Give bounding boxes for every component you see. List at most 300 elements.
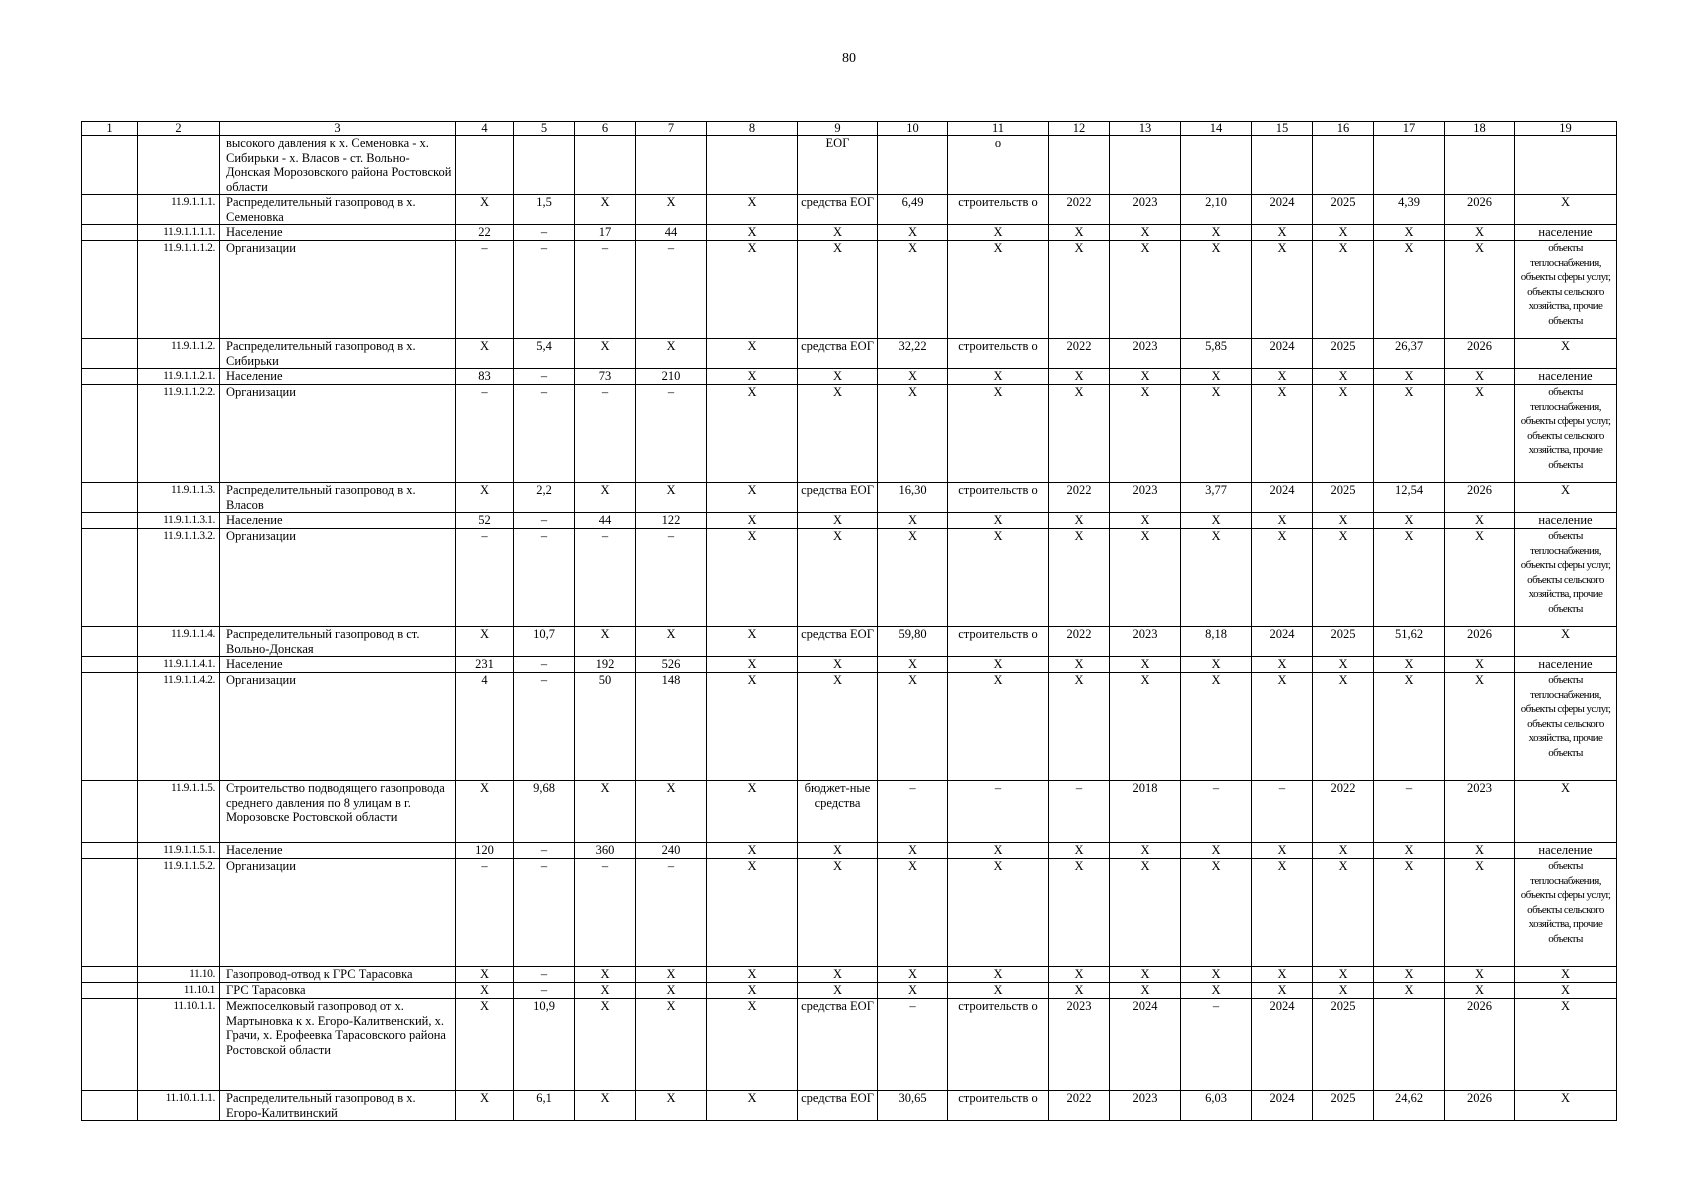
table-row <box>82 673 1617 781</box>
table-cell: высокого давления к х. Семеновка - х. Сибирьки - х. Власов - ст. Вольно-Донская Морозовского района Ростовской области <box>220 136 456 195</box>
table-cell: 2026 <box>1445 999 1515 1091</box>
table-cell: X <box>575 983 636 999</box>
table-cell: X <box>1374 241 1445 339</box>
table-cell: X <box>1374 529 1445 627</box>
table-cell: X <box>1252 657 1313 673</box>
table-cell: X <box>636 967 707 983</box>
table-cell: Распределительный газопровод в х. Егоро-Калитвинский <box>220 1091 456 1121</box>
table-cell: X <box>1110 843 1181 859</box>
table-cell: 59,80 <box>878 627 948 657</box>
table-cell: 2023 <box>1049 999 1110 1091</box>
table-cell: X <box>1049 657 1110 673</box>
table-cell <box>1181 136 1252 195</box>
table-cell: Распределительный газопровод в х. Власов <box>220 483 456 513</box>
table-cell: X <box>948 657 1049 673</box>
table-cell: Газопровод-отвод к ГРС Тарасовка <box>220 967 456 983</box>
table-cell: X <box>1374 513 1445 529</box>
table-cell: 24,62 <box>1374 1091 1445 1121</box>
table-cell: 44 <box>575 513 636 529</box>
table-cell: X <box>1515 195 1617 225</box>
table-cell: – <box>456 859 514 967</box>
table-cell: X <box>1181 859 1252 967</box>
table-row <box>82 385 1617 483</box>
column-header: 6 <box>575 122 636 136</box>
table-cell: – <box>514 225 575 241</box>
table-row <box>82 627 1617 657</box>
table-cell: 16,30 <box>878 483 948 513</box>
column-header: 5 <box>514 122 575 136</box>
table-cell: X <box>456 1091 514 1121</box>
table-cell: X <box>948 859 1049 967</box>
table-cell: средства ЕОГ <box>798 195 878 225</box>
table-cell: X <box>1313 673 1374 781</box>
table-cell: X <box>707 483 798 513</box>
table-cell: 2026 <box>1445 627 1515 657</box>
table-cell: 22 <box>456 225 514 241</box>
table-cell: X <box>1252 983 1313 999</box>
table-cell: 2023 <box>1110 339 1181 369</box>
table-cell: Распределительный газопровод в х. Сибирьки <box>220 339 456 369</box>
table-cell: строительств о <box>948 627 1049 657</box>
table-cell: X <box>1049 859 1110 967</box>
table-cell: X <box>575 483 636 513</box>
table-cell: X <box>1374 983 1445 999</box>
table-cell: 2025 <box>1313 339 1374 369</box>
table-cell: X <box>1313 369 1374 385</box>
table-cell <box>82 999 138 1091</box>
table-cell <box>82 967 138 983</box>
table-cell: X <box>948 385 1049 483</box>
table-cell: 44 <box>636 225 707 241</box>
table-cell <box>1374 136 1445 195</box>
table-cell: 2024 <box>1252 627 1313 657</box>
table-cell: X <box>707 627 798 657</box>
table-cell: X <box>878 241 948 339</box>
column-header: 14 <box>1181 122 1252 136</box>
table-cell <box>82 339 138 369</box>
table-cell: 11.9.1.1.4.2. <box>138 673 220 781</box>
table-cell: X <box>636 1091 707 1121</box>
table-cell: X <box>1252 385 1313 483</box>
table-cell: население <box>1515 225 1617 241</box>
table-cell: 2025 <box>1313 1091 1374 1121</box>
table-cell: X <box>707 369 798 385</box>
table-cell: X <box>456 983 514 999</box>
table-cell: X <box>798 513 878 529</box>
table-cell: строительств о <box>948 483 1049 513</box>
table-cell: X <box>1515 1091 1617 1121</box>
table-cell: X <box>1445 225 1515 241</box>
table-cell: X <box>798 385 878 483</box>
column-header: 13 <box>1110 122 1181 136</box>
table-row <box>82 195 1617 225</box>
table-cell: 11.9.1.1.5. <box>138 781 220 843</box>
table-cell: 83 <box>456 369 514 385</box>
table-cell: – <box>514 513 575 529</box>
table-cell: – <box>1049 781 1110 843</box>
table-cell: X <box>1445 657 1515 673</box>
table-cell: X <box>1445 967 1515 983</box>
table-cell: X <box>878 983 948 999</box>
table-cell <box>82 385 138 483</box>
table-cell: – <box>948 781 1049 843</box>
table-cell: X <box>636 781 707 843</box>
table-cell: X <box>1313 983 1374 999</box>
table-cell: 11.9.1.1.1.2. <box>138 241 220 339</box>
table-cell: объекты теплоснабжения, объекты сферы услуг, объекты сельского хозяйства, прочие объекты <box>1515 241 1617 339</box>
table-cell: 122 <box>636 513 707 529</box>
table-row <box>82 983 1617 999</box>
table-cell: 2022 <box>1049 339 1110 369</box>
table-cell: X <box>1445 241 1515 339</box>
table-cell: X <box>1110 673 1181 781</box>
table-cell: 52 <box>456 513 514 529</box>
table-cell: 50 <box>575 673 636 781</box>
table-cell: X <box>575 195 636 225</box>
table-row <box>82 225 1617 241</box>
table-cell: объекты теплоснабжения, объекты сферы услуг, объекты сельского хозяйства, прочие объекты <box>1515 859 1617 967</box>
table-cell: X <box>878 529 948 627</box>
table-cell: X <box>1445 983 1515 999</box>
table-cell: X <box>1313 241 1374 339</box>
table-cell: X <box>798 241 878 339</box>
table-cell: Население <box>220 369 456 385</box>
table-cell: X <box>1374 859 1445 967</box>
table-cell: X <box>798 967 878 983</box>
table-cell: 240 <box>636 843 707 859</box>
table-row <box>82 843 1617 859</box>
table-cell: – <box>514 843 575 859</box>
table-cell <box>878 136 948 195</box>
table-cell: 2024 <box>1110 999 1181 1091</box>
table-row <box>82 859 1617 967</box>
table-cell <box>456 136 514 195</box>
table-cell <box>138 136 220 195</box>
table-cell <box>82 483 138 513</box>
table-cell: X <box>1252 369 1313 385</box>
table-cell: X <box>1110 983 1181 999</box>
table-cell <box>1110 136 1181 195</box>
table-cell: X <box>878 859 948 967</box>
table-cell: X <box>878 673 948 781</box>
table-cell: X <box>1110 513 1181 529</box>
table-cell: X <box>1313 529 1374 627</box>
table-cell: X <box>636 999 707 1091</box>
table-cell: Распределительный газопровод в ст. Вольно-Донская <box>220 627 456 657</box>
table-cell <box>82 369 138 385</box>
table-cell: X <box>1445 859 1515 967</box>
table-cell <box>82 781 138 843</box>
table-cell: X <box>707 225 798 241</box>
column-header: 8 <box>707 122 798 136</box>
table-cell <box>1374 999 1445 1091</box>
table-cell: X <box>948 967 1049 983</box>
table-cell: – <box>575 529 636 627</box>
table-cell: X <box>948 513 1049 529</box>
table-cell: – <box>456 529 514 627</box>
table-cell: X <box>575 967 636 983</box>
table-cell <box>707 136 798 195</box>
table-cell: X <box>1181 369 1252 385</box>
table-cell: Население <box>220 513 456 529</box>
table-cell: X <box>707 195 798 225</box>
table-cell: 11.9.1.1.4. <box>138 627 220 657</box>
table-cell: Распределительный газопровод в х. Семеновка <box>220 195 456 225</box>
table-cell: – <box>878 781 948 843</box>
table-cell: X <box>1181 529 1252 627</box>
table-cell: 4 <box>456 673 514 781</box>
table-cell: 32,22 <box>878 339 948 369</box>
table-cell: 360 <box>575 843 636 859</box>
table-cell: X <box>948 529 1049 627</box>
table-cell: – <box>636 859 707 967</box>
table-cell: Организации <box>220 859 456 967</box>
table-cell: – <box>456 385 514 483</box>
table-cell: 12,54 <box>1374 483 1445 513</box>
table-cell <box>82 673 138 781</box>
table-cell: X <box>1049 369 1110 385</box>
table-cell <box>636 136 707 195</box>
column-header: 19 <box>1515 122 1617 136</box>
table-cell: X <box>707 967 798 983</box>
table-cell: – <box>514 983 575 999</box>
table-row <box>82 781 1617 843</box>
table-cell: – <box>1252 781 1313 843</box>
table-row <box>82 657 1617 673</box>
table-cell: 120 <box>456 843 514 859</box>
table-cell: X <box>1374 967 1445 983</box>
table-cell: X <box>1049 673 1110 781</box>
table-cell: 11.9.1.1.2.2. <box>138 385 220 483</box>
table-row <box>82 967 1617 983</box>
table-cell <box>82 136 138 195</box>
table-cell: средства ЕОГ <box>798 1091 878 1121</box>
table-cell: X <box>707 339 798 369</box>
table-cell: X <box>575 999 636 1091</box>
column-header: 7 <box>636 122 707 136</box>
table-cell: X <box>798 657 878 673</box>
table-cell: население <box>1515 369 1617 385</box>
table-cell: – <box>878 999 948 1091</box>
table-cell: 148 <box>636 673 707 781</box>
table-cell: 11.9.1.1.3. <box>138 483 220 513</box>
table-cell: X <box>1374 657 1445 673</box>
table-cell: 11.10.1.1. <box>138 999 220 1091</box>
table-cell: Организации <box>220 385 456 483</box>
table-cell: Организации <box>220 529 456 627</box>
table-cell: X <box>878 657 948 673</box>
table-cell: X <box>1252 529 1313 627</box>
table-cell: X <box>1049 983 1110 999</box>
table-cell <box>82 195 138 225</box>
table-cell: X <box>1110 385 1181 483</box>
column-header: 11 <box>948 122 1049 136</box>
table-cell: X <box>1049 513 1110 529</box>
table-cell: X <box>456 967 514 983</box>
table-cell: 2024 <box>1252 999 1313 1091</box>
table-cell: X <box>948 673 1049 781</box>
table-cell: 11.9.1.1.3.1. <box>138 513 220 529</box>
table-row <box>82 999 1617 1091</box>
table-cell: Население <box>220 843 456 859</box>
table-cell: X <box>798 369 878 385</box>
table-cell: 2018 <box>1110 781 1181 843</box>
table-cell: X <box>798 859 878 967</box>
page-number: 80 <box>842 51 856 66</box>
table-cell: – <box>1374 781 1445 843</box>
table-cell: 231 <box>456 657 514 673</box>
table-cell: 51,62 <box>1374 627 1445 657</box>
table-cell <box>514 136 575 195</box>
table-cell: X <box>575 1091 636 1121</box>
table-cell: X <box>878 369 948 385</box>
table-cell: X <box>1252 673 1313 781</box>
table-cell: 11.9.1.1.5.1. <box>138 843 220 859</box>
table-cell: X <box>707 657 798 673</box>
table-cell: ЕОГ <box>798 136 878 195</box>
table-cell: X <box>1252 225 1313 241</box>
table-cell: X <box>1110 241 1181 339</box>
table-cell: 2025 <box>1313 195 1374 225</box>
table-cell: X <box>1374 843 1445 859</box>
table-cell: 2026 <box>1445 339 1515 369</box>
table-cell: X <box>1445 385 1515 483</box>
table-cell: X <box>707 513 798 529</box>
table-cell: – <box>575 859 636 967</box>
table-cell: X <box>878 225 948 241</box>
table-cell: 2025 <box>1313 627 1374 657</box>
table-cell: X <box>1181 967 1252 983</box>
table-cell <box>1515 136 1617 195</box>
table-cell: 11.9.1.1.2.1. <box>138 369 220 385</box>
table-cell: X <box>1252 513 1313 529</box>
table-cell: X <box>707 781 798 843</box>
table-cell: X <box>707 673 798 781</box>
table-cell: строительств о <box>948 195 1049 225</box>
table-cell: 6,03 <box>1181 1091 1252 1121</box>
table-cell: 11.10.1 <box>138 983 220 999</box>
table-cell: X <box>707 983 798 999</box>
table-cell: X <box>1049 241 1110 339</box>
table-cell: 2024 <box>1252 339 1313 369</box>
table-row <box>82 369 1617 385</box>
table-cell: средства ЕОГ <box>798 339 878 369</box>
table-cell: 4,39 <box>1374 195 1445 225</box>
column-header: 12 <box>1049 122 1110 136</box>
table-cell: 2025 <box>1313 483 1374 513</box>
table-cell: 526 <box>636 657 707 673</box>
table-cell: – <box>575 385 636 483</box>
table-cell: X <box>707 843 798 859</box>
table-cell: – <box>636 385 707 483</box>
table-cell: – <box>514 673 575 781</box>
table-cell: 5,4 <box>514 339 575 369</box>
table-cell <box>82 1091 138 1121</box>
table-cell: строительств о <box>948 1091 1049 1121</box>
table-cell: 1,5 <box>514 195 575 225</box>
table-cell: X <box>636 195 707 225</box>
column-header: 17 <box>1374 122 1445 136</box>
table-cell: X <box>878 843 948 859</box>
table-cell: 8,18 <box>1181 627 1252 657</box>
table-cell: X <box>948 241 1049 339</box>
table-cell: X <box>636 483 707 513</box>
table-cell: X <box>1181 385 1252 483</box>
table-cell <box>82 859 138 967</box>
table-cell: X <box>1515 983 1617 999</box>
table-cell: X <box>1252 241 1313 339</box>
table-row <box>82 483 1617 513</box>
table-cell: X <box>878 385 948 483</box>
table-cell: X <box>1313 859 1374 967</box>
table-cell: 30,65 <box>878 1091 948 1121</box>
table-cell: население <box>1515 657 1617 673</box>
table-cell: X <box>636 983 707 999</box>
table-cell: 11.9.1.1.4.1. <box>138 657 220 673</box>
table-cell: Межпоселковый газопровод от х. Мартыновка к х. Егоро-Калитвенский, х. Грачи, х. Ерофеевка Тарасовского района Ростовской области <box>220 999 456 1091</box>
table-cell: 210 <box>636 369 707 385</box>
table-cell: – <box>514 967 575 983</box>
table-cell: X <box>1110 859 1181 967</box>
table-cell: X <box>575 339 636 369</box>
table-cell <box>82 657 138 673</box>
table-cell: 11.9.1.1.5.2. <box>138 859 220 967</box>
table-cell: 17 <box>575 225 636 241</box>
table-cell: X <box>1110 369 1181 385</box>
table-cell <box>1049 136 1110 195</box>
table-cell: X <box>1252 859 1313 967</box>
table-cell: X <box>1374 225 1445 241</box>
table-cell: 2026 <box>1445 1091 1515 1121</box>
column-header: 3 <box>220 122 456 136</box>
table-cell: ГРС Тарасовка <box>220 983 456 999</box>
table-cell: 2023 <box>1445 781 1515 843</box>
table-cell: Население <box>220 225 456 241</box>
table-cell: средства ЕОГ <box>798 483 878 513</box>
table-cell: X <box>1313 967 1374 983</box>
table-row <box>82 513 1617 529</box>
table-cell: X <box>1374 369 1445 385</box>
table-cell: Строительство подводящего газопровода среднего давления по 8 улицам в г. Морозовске Ростовской области <box>220 781 456 843</box>
table-cell: X <box>1110 529 1181 627</box>
table-cell <box>82 843 138 859</box>
table-cell: X <box>948 369 1049 385</box>
table-cell: бюджет-ные средства <box>798 781 878 843</box>
table-cell: X <box>1252 967 1313 983</box>
table-cell: X <box>1445 673 1515 781</box>
table-cell: X <box>1445 529 1515 627</box>
table-cell: X <box>456 339 514 369</box>
table-cell: X <box>1252 843 1313 859</box>
table-cell: 11.9.1.1.1. <box>138 195 220 225</box>
table-cell <box>575 136 636 195</box>
table-row <box>82 339 1617 369</box>
table-cell: 2022 <box>1049 483 1110 513</box>
column-header: 15 <box>1252 122 1313 136</box>
table-cell: X <box>1181 513 1252 529</box>
table-cell: о <box>948 136 1049 195</box>
table-cell: 11.9.1.1.3.2. <box>138 529 220 627</box>
table-cell: X <box>707 1091 798 1121</box>
table-cell: X <box>948 225 1049 241</box>
table-cell: X <box>575 781 636 843</box>
table-cell: X <box>707 529 798 627</box>
table-cell: 2023 <box>1110 627 1181 657</box>
table-cell <box>1445 136 1515 195</box>
table-cell: X <box>1313 513 1374 529</box>
table-cell: X <box>1445 843 1515 859</box>
table-cell: X <box>798 225 878 241</box>
